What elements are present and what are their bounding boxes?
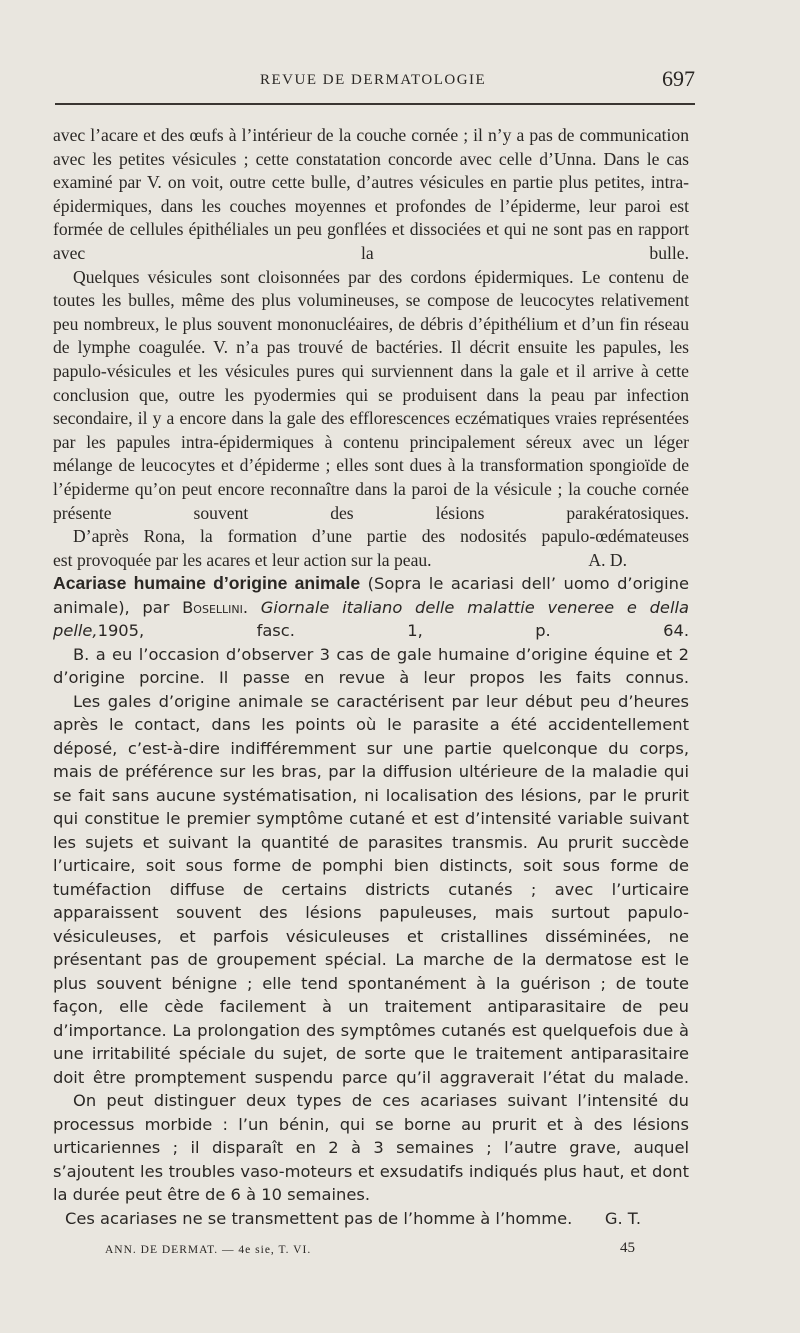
paragraph-6: On peut distinguer deux types de ces acariases suivant l’intensité du processus morbide : l’un bénin, qui se borne au prurit et à des lésions urticariennes ; il disparaît en 2 à 3 semaines ; l’autre grave, auquel s’ajoutent les troubles vaso-moteurs et exsudatifs indiqués plus haut, et dont la durée peut être de 6 à 10 semaines. (53, 1091, 689, 1205)
review-journal: Giornale italiano delle malattie veneree e della pelle, (53, 597, 689, 641)
paragraph-5: Les gales d’origine animale se caractérisent par leur début peu d’heures après le contact, dans les points où le parasite a été accidentellement déposé, c’est-à-dire indifféremment sur une partie quelconque du corps, mais de préférence sur les bras, par la diffusion ultérieure de la maladie qui se fait sans aucune systématisation, ni localisation des lésions, par le prurit qui constitue le premier symptôme cutané et est d’intensité variable suivant les sujets et suivant la quantité de parasites transmis. Au prurit succède l’urticaire, soit sous forme de pomphi bien distincts, soit sous forme de tuméfaction diffuse de certains districts cutanés ; avec l’urticaire apparaissent souvent des lésions papuleuses, mais surtout papulo-vésiculeuses, et parfois vésiculeuses et cristallines disséminées, ne présentant pas de groupement spécial. La marche de la dermatose est le plus souvent bénigne ; elle tend spontanément à la guérison ; de toute façon, elle cède facilement à un traitement antiparasitaire de peu d’importance. La prolongation des symptômes cutanés est quelquefois due à une irritabilité spéciale du sujet, de sorte que le traitement antiparasitaire doit être promptement suspendu parce qu’il aggraverait l’état du malade. (53, 691, 689, 1087)
signature-gt: G. T. (604, 1208, 641, 1228)
page-header (55, 68, 695, 98)
paragraph-4: B. a eu l’occasion d’observer 3 cas de gale humaine d’origine équine et 2 d’origine porcine. Il passe en revue à leur propos les faits connus. (53, 644, 689, 688)
paragraph-3-end-line (53, 549, 689, 573)
body-text (53, 124, 689, 1230)
signature-number: 45 (620, 1240, 635, 1256)
paragraph-7: Ces acariases ne se transmettent pas de l’homme à l’homme. (65, 1208, 573, 1228)
review-section (53, 572, 689, 1230)
review-author: Bosellini. (182, 597, 249, 617)
running-title: REVUE DE DERMATOLOGIE (260, 72, 487, 88)
signature-ad: A. D. (588, 549, 627, 570)
review-heading (53, 572, 689, 643)
review-reference: 1905, fasc. 1, p. 64. (97, 621, 689, 641)
paragraph-7-line (53, 1207, 689, 1231)
paragraph-2: Quelques vésicules sont cloisonnées par des cordons épidermiques. Le contenu de toutes les bulles, même des plus volumineuses, se compose de leucocytes relativement peu nombreux, le plus souvent mononucléaires, de débris d’épithélium et d’un fin réseau de lymphe coagulée. V. n’a pas trouvé de bactéries. Il décrit ensuite les papules, les papulo-vésicules et les vésicules pures qui surviennent dans la gale et il arrive à cette conclusion que, outre les pyodermies qui se produisent dans la peau par infection secondaire, il y a encore dans la gale des efflorescences eczématiques vraies représentées par les papules intra-épidermiques à contenu principalement séreux avec un léger mélange de leucocytes et d’épiderme ; elles sont dues à la transformation spongioïde de l’épiderme qu’on peut encore reconnaître dans la paroi de la vésicule ; la couche cornée présente souvent des lésions parakératosiques. (53, 266, 689, 523)
page-number: 697 (662, 66, 695, 91)
review-subtitle: (Sopra le acariasi dell’ uomo d’origine animale), par (53, 574, 689, 617)
review-title: Acariase humaine d’origine animale (53, 573, 361, 594)
paragraph-3-end: est provoquée par les acares et leur action sur la peau. (53, 549, 432, 570)
header-rule (55, 103, 695, 105)
page-footer (105, 1240, 635, 1260)
paragraph-3: D’après Rona, la formation d’une partie des nodosités papulo-œdémateuses (73, 526, 689, 547)
footer-reference: ANN. DE DERMAT. — 4e sie, T. VI. (105, 1244, 312, 1256)
paragraph-1: avec l’acare et des œufs à l’intérieur de la couche cornée ; il n’y a pas de communication avec les petites vésicules ; cette constatation concorde avec celle d’Unna. Dans le cas examiné par V. on voit, outre cette bulle, d’autres vésicules en partie plus petites, intra-épidermiques, dans les couches moyennes et profondes de l’épiderme, leur paroi est formée de cellules épithéliales un peu gonflées et dissociées et qui ne sont pas en rapport avec la bulle. (53, 125, 689, 263)
